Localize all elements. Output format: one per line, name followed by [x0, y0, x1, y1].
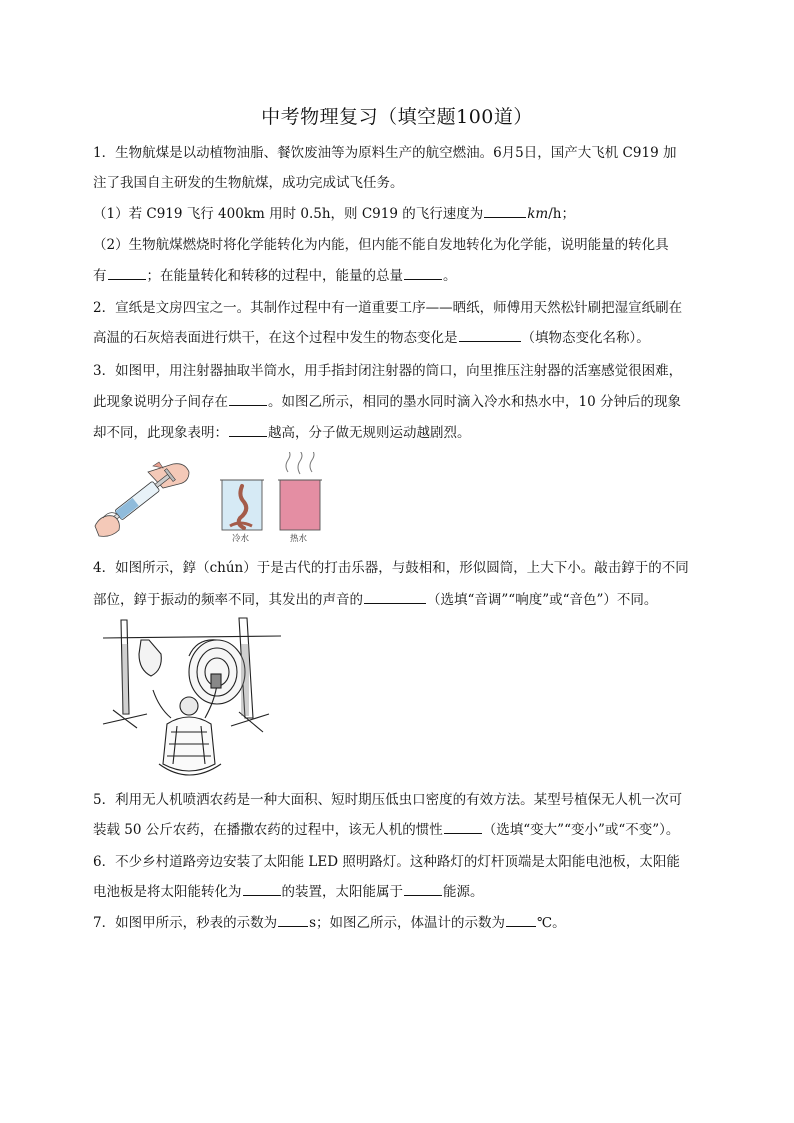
syringe-figure: [93, 460, 193, 540]
q3-line-2: [93, 392, 681, 412]
q2-text-b: （填物态变化名称）。: [521, 330, 650, 346]
q3-line-3: [93, 423, 471, 443]
q3-line-1: 3．如图甲，用注射器抽取半筒水，用手指封闭注射器的筒口，向里推压注射器的活塞感觉很困难，: [93, 363, 683, 379]
q2-blank-state-change[interactable]: [459, 328, 521, 342]
q5-text-b: （选填“变大”“变小”或“不变”）。: [482, 822, 680, 838]
q3-text-b: 。如图乙所示，相同的墨水同时滴入冷水和热水中，10 分钟后的现象: [268, 394, 681, 410]
q1-blank-direction[interactable]: [108, 266, 146, 280]
q1-part2-line-2: [93, 266, 457, 286]
q3-blank-temperature[interactable]: [229, 423, 267, 437]
q1-part2-text-c: 。: [443, 268, 457, 284]
q4-blank-sound-property[interactable]: [364, 590, 426, 604]
q7-text-a: 7．如图甲所示，秒表的示数为: [93, 915, 278, 931]
chunyu-instrument-figure: [93, 614, 283, 786]
q3-blank-force[interactable]: [229, 392, 267, 406]
q4-line-2: [93, 590, 657, 610]
q3-text-a: 此现象说明分子间存在: [93, 394, 228, 410]
q4-text-b: （选填“音调”“响度”或“音色”）不同。: [427, 592, 658, 608]
q1-part1-text: （1）若 C919 飞行 400km 用时 0.5h，则 C919 的飞行速度为: [93, 206, 484, 222]
q1-blank-total[interactable]: [404, 266, 442, 280]
q1-part2-text-a: 有: [93, 268, 107, 284]
q6-blank-energy-form[interactable]: [243, 882, 281, 896]
q6-text-b: 的装置，太阳能属于: [281, 884, 403, 900]
q1-unit-km: km: [527, 206, 549, 222]
q2-text-a: 高温的石灰焙表面进行烘干，在这个过程中发生的物态变化是: [93, 330, 458, 346]
q7-text-c: ℃。: [537, 915, 566, 931]
q1-line-1: 1．生物航煤是以动植物油脂、餐饮废油等为原料生产的航空燃油。6月5日，国产大飞机 C919 加: [93, 145, 677, 161]
q6-blank-energy-type[interactable]: [404, 882, 442, 896]
q5-line-1: 5．利用无人机喷洒农药是一种大面积、短时期压低虫口密度的有效方法。某型号植保无人机一次可: [93, 792, 683, 808]
q7-blank-stopwatch[interactable]: [278, 913, 308, 927]
q1-unit-h: /h；: [548, 206, 575, 222]
q6-text-a: 电池板是将太阳能转化为: [93, 884, 242, 900]
q7-blank-thermometer[interactable]: [506, 913, 536, 927]
page-title: 中考物理复习（填空题100道）: [261, 106, 533, 128]
q1-part1: [93, 204, 575, 224]
q3-text-d: 越高，分子做无规则运动越剧烈。: [268, 425, 471, 441]
cold-water-label: 冷水: [232, 534, 250, 544]
q6-line-1: 6．不少乡村道路旁边安装了太阳能 LED 照明路灯。这种路灯的灯杆顶端是太阳能电池板，太阳能: [93, 854, 680, 870]
q6-text-c: 能源。: [443, 884, 484, 900]
q1-blank-speed[interactable]: [484, 204, 526, 218]
q1-line-2: 注了我国自主研发的生物航煤，成功完成试飞任务。: [93, 175, 404, 191]
q3-text-c: 却不同，此现象表明：: [93, 425, 228, 441]
hot-water-label: 热水: [290, 534, 308, 544]
q4-text-a: 部位，錞于振动的频率不同，其发出的声音的: [93, 592, 363, 608]
q7-line: [93, 913, 566, 933]
q7-text-b: s；如图乙所示，体温计的示数为: [309, 915, 506, 931]
q1-part2-line-1: （2）生物航煤燃烧时将化学能转化为内能，但内能不能自发地转化为化学能，说明能量的转化具: [93, 237, 669, 253]
q2-line-2: [93, 328, 650, 348]
q1-part2-text-b: ；在能量转化和转移的过程中，能量的总量: [146, 268, 403, 284]
q5-line-2: [93, 820, 679, 840]
q4-line-1: 4．如图所示，錞（chún）于是古代的打击乐器，与鼓相和，形似圆筒，上大下小。敲击錞于的不同: [93, 560, 689, 576]
q5-text-a: 装载 50 公斤农药，在播撒农药的过程中，该无人机的惯性: [93, 822, 443, 838]
q2-line-1: 2．宣纸是文房四宝之一。其制作过程中有一道重要工序——晒纸，师傅用天然松针刷把湿宣纸刷在: [93, 300, 683, 316]
q6-line-2: [93, 882, 484, 902]
beakers-figure: [214, 452, 330, 544]
q5-blank-inertia[interactable]: [444, 820, 482, 834]
